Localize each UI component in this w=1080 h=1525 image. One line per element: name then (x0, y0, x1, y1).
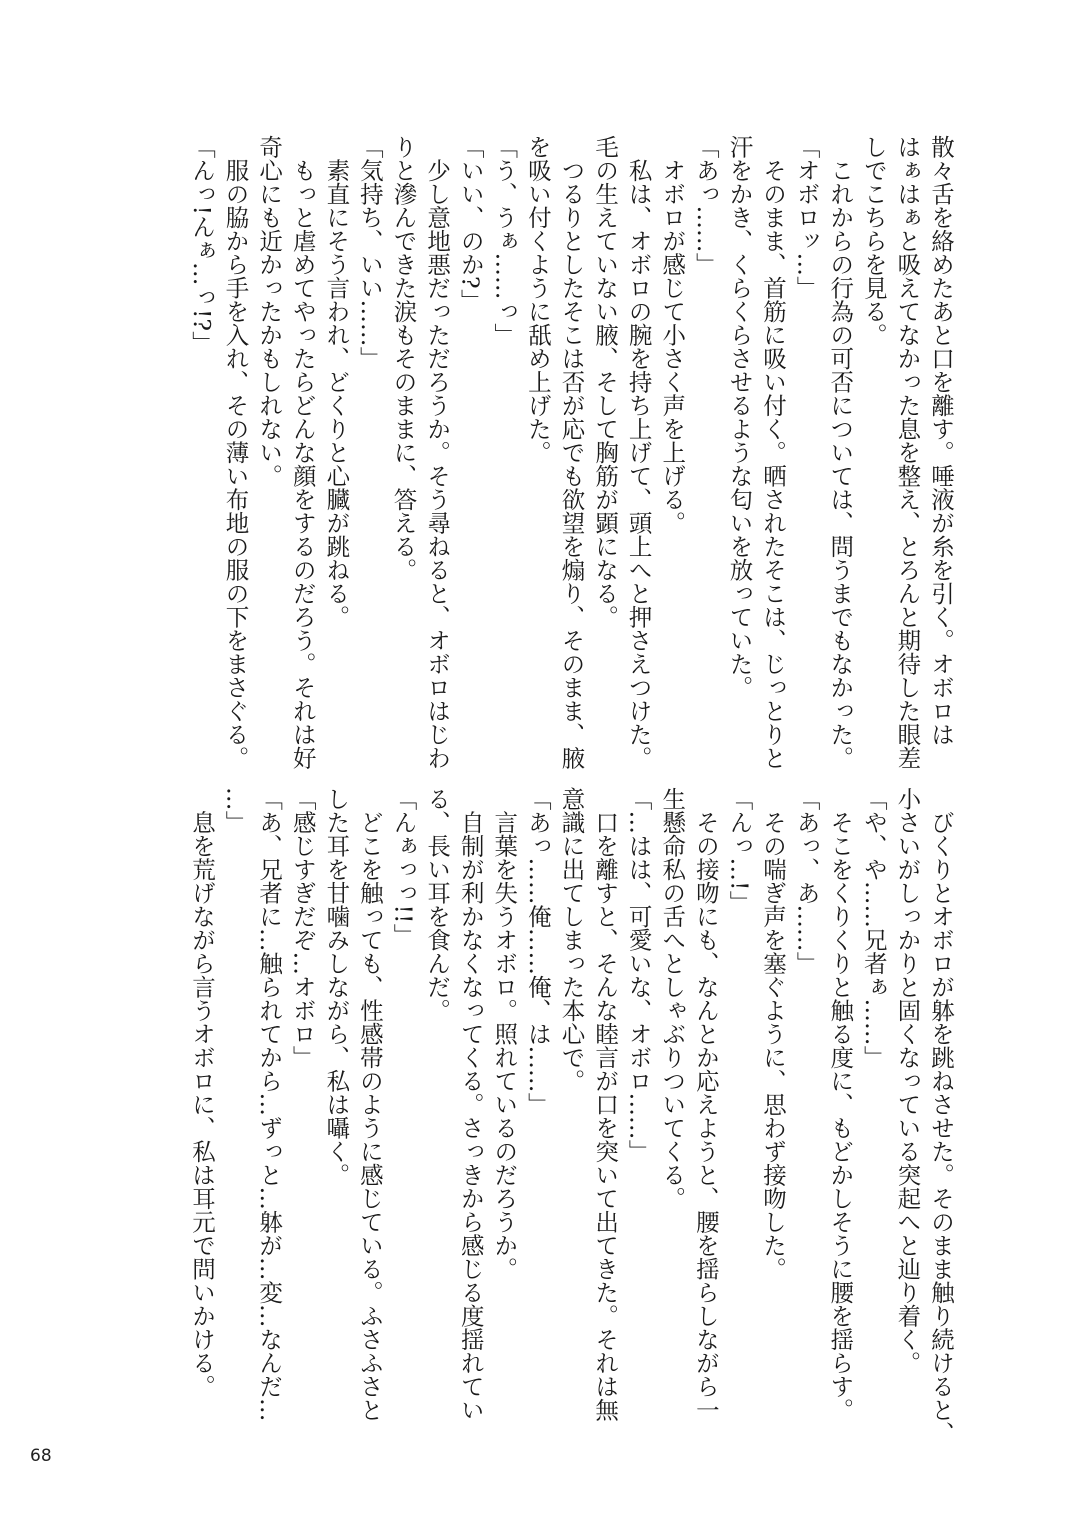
text-line: 服の脇から手を入れ、その薄い布地の服の下をまさぐる。 (221, 135, 250, 770)
text-line: 奇心にも近かったかもしれない。 (255, 135, 284, 488)
text-line: 私は、オボロの腕を持ち上げて、頭上へと押さえつけた。 (624, 135, 653, 770)
text-line: つるりとしたそこは否が応でも欲望を煽り、そのまま、腋 (557, 135, 586, 770)
text-line: りと滲んできた涙もそのままに、答える。 (389, 135, 418, 582)
text-line: 汗をかき、くらくらさせるような匂いを放っていた。 (725, 135, 754, 699)
text-line: 「んっ…!」 (725, 787, 754, 914)
page-number: 68 (30, 1446, 52, 1466)
text-line: どこを触っても、性感帯のように感じている。ふさふさと (355, 787, 384, 1422)
text-line: 息を荒げながら言うオボロに、私は耳元で問いかける。 (187, 787, 216, 1398)
text-line: その接吻にも、なんとか応えようと、腰を揺らしながら一 (691, 787, 720, 1422)
text-line: 素直にそう言われ、どくりと心臓が跳ねる。 (322, 135, 351, 629)
text-line: そこをくりくりと触る度に、もどかしそうに腰を揺らす。 (826, 787, 855, 1422)
text-line: 「んぁっっ!!」 (389, 787, 418, 947)
text-line: 「あっ……」 (691, 135, 720, 276)
text-line: …」 (221, 787, 250, 834)
text-line: その喘ぎ声を塞ぐように、思わず接吻した。 (759, 787, 788, 1281)
text-line: 小さいがしっかりと固くなっている突起へと辿り着く。 (893, 787, 922, 1375)
text-line: 「んっ!んぁ…っ!?」 (187, 135, 216, 355)
text-line: 「あっ……俺……俺、は……」 (523, 787, 552, 1116)
text-line: 少し意地悪だっただろうか。そう尋ねると、オボロはじわ (423, 135, 452, 770)
text-line: 「気持ち、いい……」 (355, 135, 384, 370)
text-line: 「いい、のか?」 (456, 135, 485, 313)
text-line: びくりとオボロが躰を跳ねさせた。そのまま触り続けると、 (927, 787, 955, 1445)
text-line: を吸い付くように舐め上げた。 (523, 135, 552, 464)
text-line: 生懸命私の舌へとしゃぶりついてくる。 (658, 787, 687, 1210)
text-block-bottom (184, 787, 957, 1445)
text-line: 散々舌を絡めたあと口を離す。唾液が糸を引く。オボロは (927, 135, 955, 746)
text-line: 「う、うぁ……っ」 (490, 135, 519, 347)
text-line: オボロが感じて小さく声を上げる。 (658, 135, 687, 535)
text-line: そのまま、首筋に吸い付く。晒されたそこは、じっとりと (759, 135, 788, 770)
text-line: しでこちらを見る。 (859, 135, 888, 347)
text-line: 言葉を失うオボロ。照れているのだろうか。 (490, 787, 519, 1281)
text-line: もっと虐めてやったらどんな顔をするのだろう。それは好 (288, 135, 317, 770)
text-line: これからの行為の可否については、問うまでもなかった。 (826, 135, 855, 770)
text-line: 毛の生えていない腋、そして胸筋が顕になる。 (591, 135, 620, 629)
text-line: 「オボロッ…」 (792, 135, 821, 300)
text-line: した耳を甘噛みしながら、私は囁く。 (322, 787, 351, 1187)
text-line: 「や、や……兄者ぁ……」 (859, 787, 888, 1069)
text-line: 意識に出てしまった本心で。 (557, 787, 586, 1093)
text-line: 「…はは、可愛いな、オボロ……」 (624, 787, 653, 1163)
text-line: はぁはぁと吸えてなかった息を整え、とろんと期待した眼差 (893, 135, 922, 770)
text-line: 口を離すと、そんな睦言が口を突いて出てきた。それは無 (591, 787, 620, 1422)
text-line: る、長い耳を食んだ。 (423, 787, 452, 1022)
text-line: 「あ、兄者に…触られてから…ずっと…躰が…変…なんだ… (255, 787, 284, 1422)
text-line: 自制が利かなくなってくる。さっきから感じる度揺れてい (456, 787, 485, 1422)
text-line: 「あっ、あ……」 (792, 787, 821, 975)
text-line: 「感じすぎだぞ…オボロ」 (288, 787, 317, 1069)
text-block-top (184, 135, 957, 770)
